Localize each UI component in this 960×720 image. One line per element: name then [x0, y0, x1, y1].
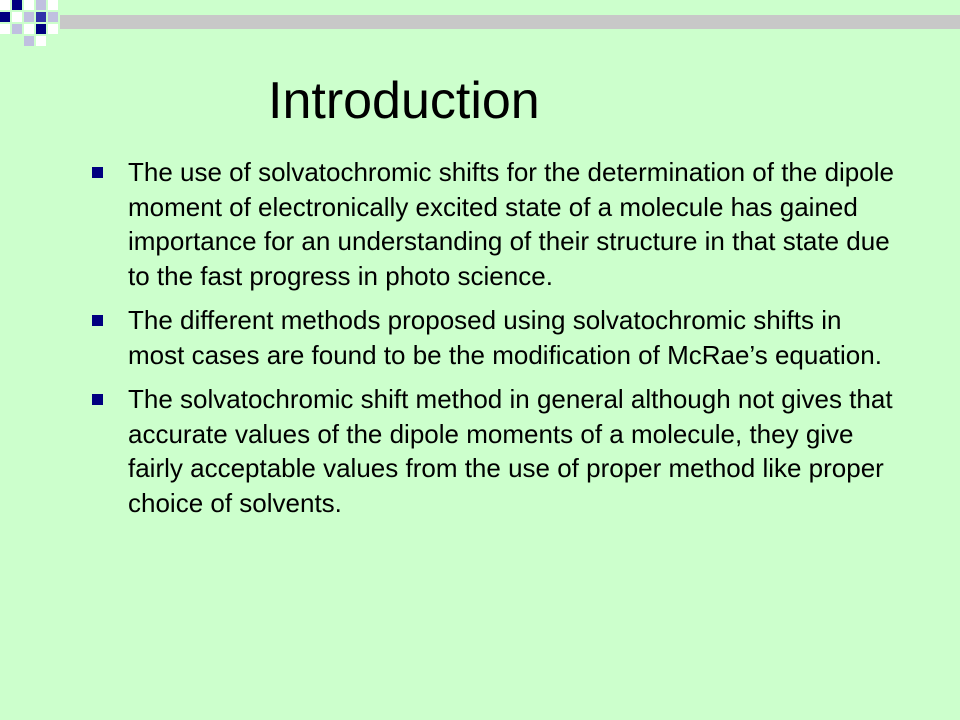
bullet-text: The solvatochromic shift method in general although not gives that accurate values of the dipole moments of a molecule, they give fairly acceptable values from the use of proper method like proper choice of solvents.: [128, 384, 893, 518]
decor-square: [36, 0, 46, 10]
decor-square: [0, 12, 10, 22]
decor-square: [24, 24, 34, 34]
decor-square: [12, 12, 22, 22]
bullet-item: [92, 155, 904, 293]
decor-square: [0, 24, 10, 34]
square-bullet-icon: [92, 167, 103, 178]
bullet-item: [92, 382, 904, 520]
decor-square: [36, 12, 46, 22]
decor-square: [48, 0, 58, 10]
header-decoration: [0, 0, 960, 60]
decor-square: [36, 36, 46, 46]
square-bullet-icon: [92, 394, 103, 405]
decor-square: [12, 0, 22, 10]
bullet-text: The use of solvatochromic shifts for the determination of the dipole moment of electronically excited state of a molecule has gained importance for an understanding of their structure in that state due to the fast progress in photo science.: [128, 157, 894, 291]
bullet-text: The different methods proposed using solvatochromic shifts in most cases are found to be the modification of McRae’s equation.: [128, 305, 882, 370]
decor-square: [48, 24, 58, 34]
decor-square: [36, 24, 46, 34]
slide-title: Introduction: [268, 72, 540, 130]
decor-square: [24, 36, 34, 46]
decor-square: [0, 0, 10, 10]
decor-square: [24, 0, 34, 10]
decor-square: [12, 24, 22, 34]
bullet-item: [92, 303, 904, 372]
bullet-list: [92, 155, 904, 530]
decor-square: [48, 12, 58, 22]
square-bullet-icon: [92, 315, 103, 326]
decor-bar-gray: [60, 15, 960, 29]
decor-square: [24, 12, 34, 22]
